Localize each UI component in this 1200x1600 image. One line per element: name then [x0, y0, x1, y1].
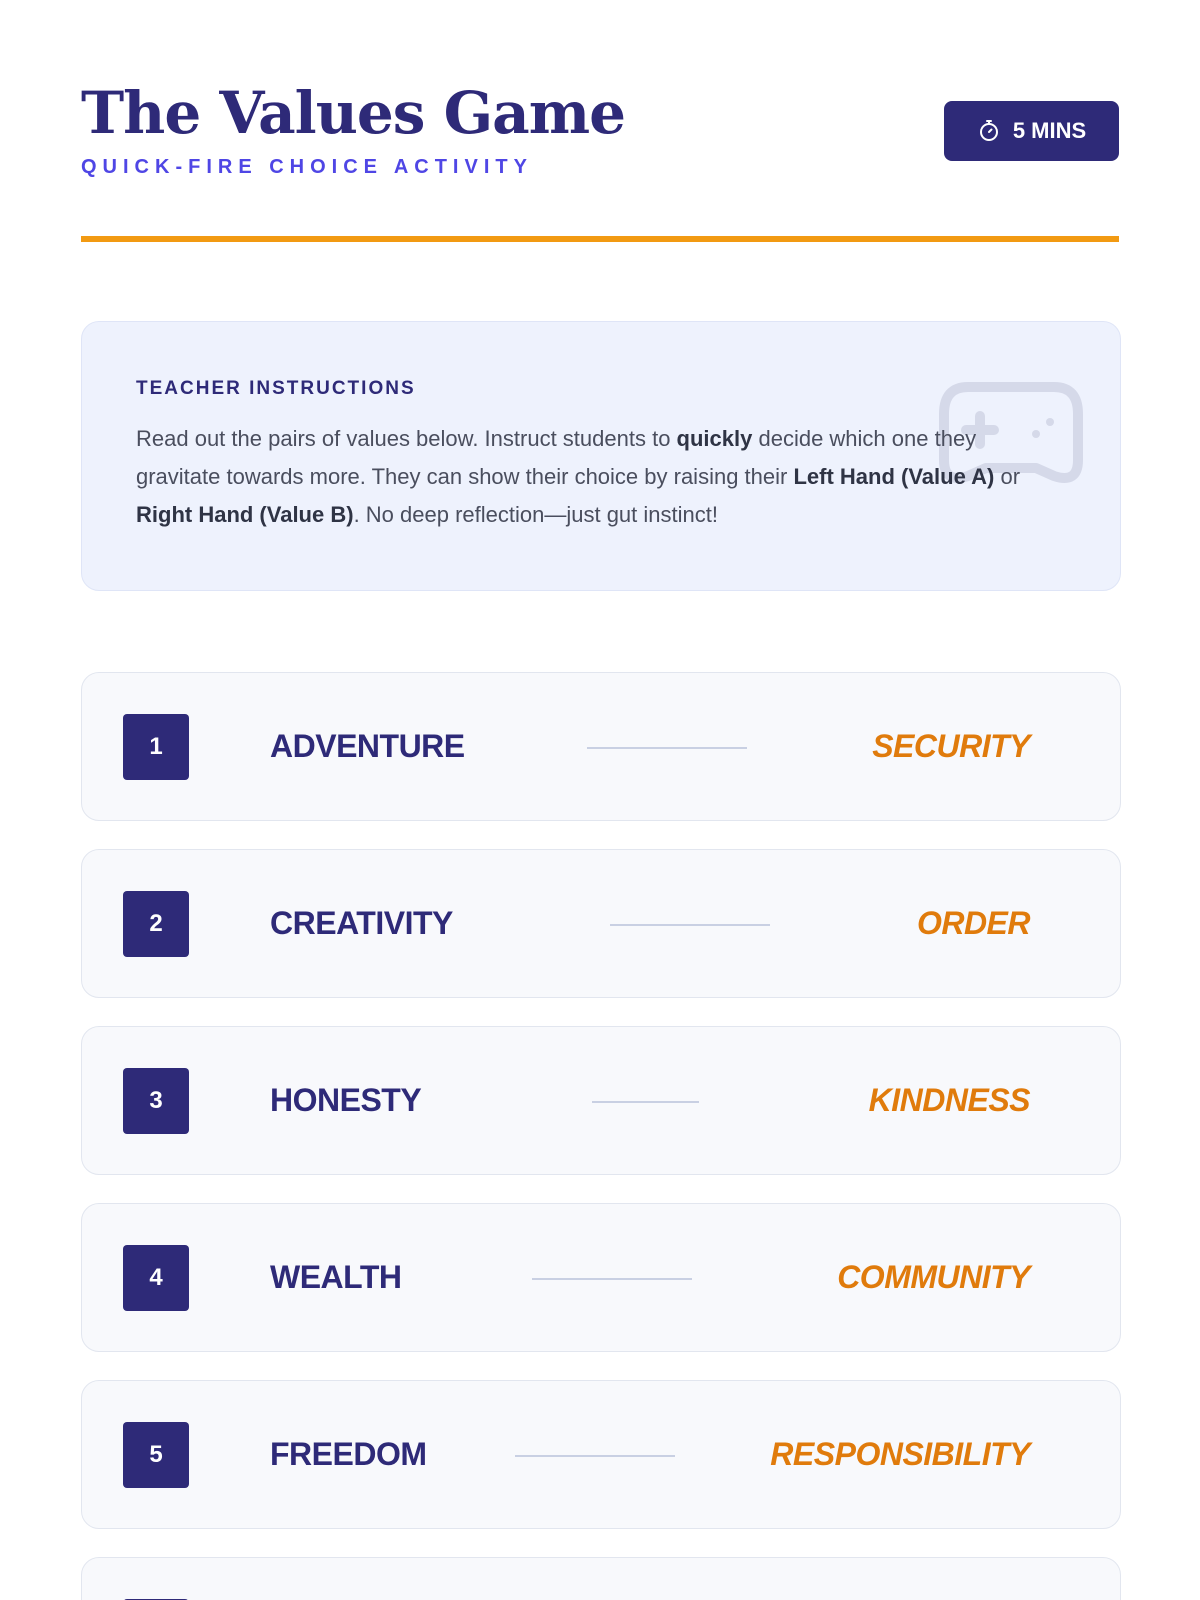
page-subtitle: QUICK-FIRE CHOICE ACTIVITY — [81, 156, 533, 178]
pair-number: 4 — [123, 1245, 189, 1311]
instructions-heading: TEACHER INSTRUCTIONS — [136, 378, 416, 399]
value-a: HONESTY — [270, 1082, 422, 1118]
value-a: FREEDOM — [270, 1436, 427, 1472]
teacher-instructions-panel — [81, 321, 1121, 591]
value-pair-row — [81, 1380, 1121, 1529]
timer-label: 5 MINS — [1012, 118, 1087, 143]
value-pair-row — [81, 1203, 1121, 1352]
timer-badge — [944, 101, 1119, 161]
value-b: SECURITY — [872, 728, 1030, 764]
value-b: RESPONSIBILITY — [770, 1436, 1030, 1472]
pair-divider — [515, 1455, 675, 1457]
instructions-text: Read out the pairs of values below. Instruct students to quickly decide which one they gravitate towards more. They can show their choice by raising their Left Hand (Value A) or Right Hand (Value B). No deep reflection—just gut instinct! — [136, 426, 1021, 527]
value-b: COMMUNITY — [837, 1259, 1030, 1295]
pair-divider — [592, 1101, 699, 1103]
pair-number: 1 — [123, 714, 189, 780]
header — [81, 0, 1119, 242]
value-a: WEALTH — [270, 1259, 402, 1295]
pair-number: 5 — [123, 1422, 189, 1488]
value-pair-row — [81, 1026, 1121, 1175]
pair-divider — [532, 1278, 692, 1280]
value-pair-row — [81, 849, 1121, 998]
value-pair-row — [81, 1557, 1121, 1600]
value-a: CREATIVITY — [270, 905, 453, 941]
page-title: The Values Game — [81, 79, 626, 147]
value-b: KINDNESS — [868, 1082, 1030, 1118]
pair-divider — [610, 924, 770, 926]
stopwatch-icon — [977, 119, 1001, 143]
pair-number: 3 — [123, 1068, 189, 1134]
pair-divider — [587, 747, 747, 749]
value-pair-row — [81, 672, 1121, 821]
value-a: ADVENTURE — [270, 728, 465, 764]
value-b: ORDER — [916, 905, 1030, 941]
pair-number: 2 — [123, 891, 189, 957]
